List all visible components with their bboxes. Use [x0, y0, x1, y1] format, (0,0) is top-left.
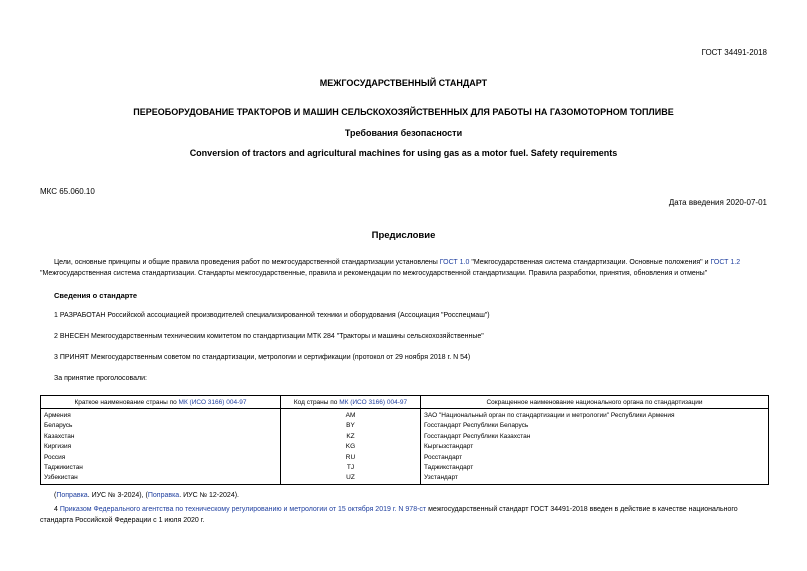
standard-type-heading: МЕЖГОСУДАРСТВЕННЫЙ СТАНДАРТ [319, 78, 488, 88]
table-row [41, 473, 769, 484]
foreword-paragraph [40, 257, 769, 279]
code-cell: UZ [281, 473, 421, 484]
body-cell: Росстандарт [421, 453, 769, 463]
info-item-developed: 1 РАЗРАБОТАН Российской ассоциацией производителей специализированной техники и оборудования (Ассоциация "Росспецмаш") [54, 312, 490, 319]
table-row [41, 453, 769, 463]
country-cell: Россия [41, 453, 281, 463]
header-text: Краткое наименование страны по [74, 398, 179, 406]
info-item-order [40, 504, 769, 526]
body-cell: Кыргызстандарт [421, 442, 769, 452]
body-cell: Госстандарт Республики Казахстан [421, 432, 769, 442]
country-cell: Таджикистан [41, 463, 281, 473]
gost-1-0-link[interactable]: ГОСТ 1.0 [439, 259, 470, 266]
mks-code: МКС 65.060.10 [40, 187, 95, 196]
document-title: ПЕРЕОБОРУДОВАНИЕ ТРАКТОРОВ И МАШИН СЕЛЬСКОХОЗЯЙСТВЕННЫХ ДЛЯ РАБОТЫ НА ГАЗОМОТОРНОМ ТОПЛИВЕ [133, 107, 674, 117]
amendments-line [54, 492, 239, 499]
header-text: Код страны по [293, 398, 340, 406]
table-row [41, 442, 769, 452]
document-code: ГОСТ 34491-2018 [701, 48, 767, 57]
standard-info-heading: Сведения о стандарте [54, 291, 138, 300]
table-row [41, 463, 769, 473]
table-header-row [41, 396, 769, 409]
amendment-text: . ИУС № 3-2024), ( [87, 492, 148, 499]
foreword-text-part: "Межгосударственная система стандартизации. Стандарты межгосударственные, правила и рекомендации по межгосударственной стандартизации. Правила разработки, принятия, обновления и отмены" [40, 270, 708, 277]
country-cell: Киргизия [41, 442, 281, 452]
amendment-link[interactable]: Поправка [56, 492, 88, 499]
code-cell: BY [281, 421, 421, 431]
code-cell: KZ [281, 432, 421, 442]
amendment-text: . ИУС № 12-2024). [179, 492, 239, 499]
foreword-text-part: Цели, основные принципы и общие правила проведения работ по межгосударственной стандартизации установлены [54, 259, 440, 266]
order-number: 4 [54, 506, 60, 513]
info-item-adopted: 3 ПРИНЯТ Межгосударственным советом по стандартизации, метрологии и сертификации (протокол от 29 ноября 2018 г. N 54) [54, 354, 471, 361]
amendment-link[interactable]: Поправка [147, 492, 180, 499]
country-cell: Узбекистан [41, 473, 281, 484]
voting-countries-table [40, 395, 769, 485]
introduction-date: Дата введения 2020-07-01 [668, 198, 767, 207]
code-cell: RU [281, 453, 421, 463]
foreword-heading: Предисловие [371, 230, 436, 241]
header-standards-body: Сокращенное наименование национального органа по стандартизации [421, 396, 769, 409]
body-cell: Таджикстандарт [421, 463, 769, 473]
document-title-english: Conversion of tractors and agricultural machines for using gas as a motor fuel. Safety requirements [189, 148, 618, 158]
code-cell: TJ [281, 463, 421, 473]
foreword-text-part: "Межгосударственная система стандартизации. Основные положения" и [469, 259, 711, 266]
code-cell: AM [281, 409, 421, 422]
info-item-voted: За принятие проголосовали: [54, 375, 147, 382]
document-subtitle: Требования безопасности [344, 128, 463, 138]
country-cell: Казахстан [41, 432, 281, 442]
mk-iso-3166-link[interactable]: МК (ИСО 3166) 004-97 [178, 398, 247, 406]
body-cell: ЗАО "Национальный орган по стандартизации и метрологии" Республики Армения [421, 409, 769, 422]
order-link[interactable]: Приказом Федерального агентства по техническому регулированию и метрологии от 15 октября 2019 г. N 978-ст [59, 506, 427, 513]
gost-1-2-link[interactable]: ГОСТ 1.2 [710, 259, 741, 266]
code-cell: KG [281, 442, 421, 452]
amendment-text: ( [54, 492, 57, 499]
info-item-submitted: 2 ВНЕСЕН Межгосударственным техническим комитетом по стандартизации МТК 284 "Тракторы и машины сельскохозяйственные" [54, 333, 484, 340]
mk-iso-3166-link[interactable]: МК (ИСО 3166) 004-97 [339, 398, 408, 406]
header-country-name [41, 396, 281, 409]
country-cell: Беларусь [41, 421, 281, 431]
header-country-code [281, 396, 421, 409]
country-cell: Армения [41, 409, 281, 422]
body-cell: Узстандарт [421, 473, 769, 484]
table-row [41, 409, 769, 422]
table-row [41, 421, 769, 431]
body-cell: Госстандарт Республики Беларусь [421, 421, 769, 431]
order-text: межгосударственный стандарт ГОСТ 34491-2018 введен в действие в качестве национального стандарта Российской Федерации с 1 июля 2020 г. [40, 506, 738, 524]
table-row [41, 432, 769, 442]
